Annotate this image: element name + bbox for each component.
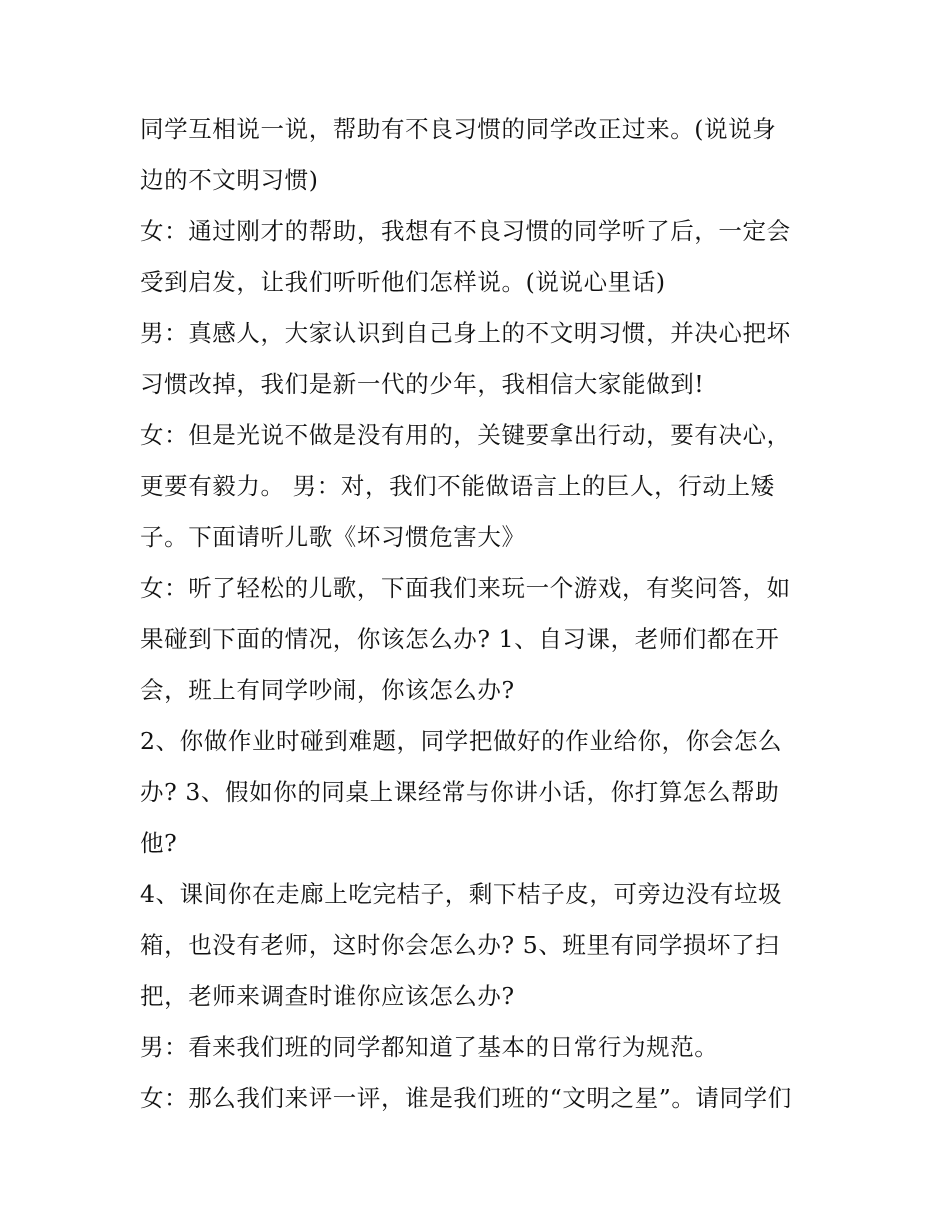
text-line: 把，老师来调查时谁你应该怎么办?: [140, 982, 515, 1010]
text-line: 他?: [140, 829, 178, 857]
text-line: 箱，也没有老师，这时你会怎么办? 5、班里有同学损坏了扫: [140, 931, 780, 959]
text-line: 女：听了轻松的儿歌，下面我们来玩一个游戏，有奖问答，如: [140, 574, 791, 602]
text-line: 习惯改掉，我们是新一代的少年，我相信大家能做到!: [140, 370, 705, 398]
text-line: 4、课间你在走廊上吃完桔子，剩下桔子皮，可旁边没有垃圾: [140, 880, 783, 908]
text-line: 女：那么我们来评一评，谁是我们班的“文明之星”。请同学们: [140, 1084, 792, 1112]
text-line: 女：但是光说不做是没有用的，关键要拿出行动，要有决心，: [140, 421, 791, 449]
text-line: 会，班上有同学吵闹，你该怎么办?: [140, 676, 515, 704]
text-line: 女：通过刚才的帮助，我想有不良习惯的同学听了后，一定会: [140, 217, 791, 245]
text-line: 边的不文明习惯): [140, 166, 319, 194]
text-line: 办? 3、假如你的同桌上课经常与你讲小话，你打算怎么帮助: [140, 778, 780, 806]
text-line: 受到启发，让我们听听他们怎样说。(说说心里话): [140, 268, 666, 296]
text-line: 2、你做作业时碰到难题，同学把做好的作业给你，你会怎么: [140, 727, 783, 755]
text-line: 男：看来我们班的同学都知道了基本的日常行为规范。: [140, 1033, 719, 1061]
text-line: 果碰到下面的情况，你该怎么办? 1、自习课，老师们都在开: [140, 625, 780, 653]
body-text: [140, 104, 820, 1124]
text-line: 同学互相说一说，帮助有不良习惯的同学改正过来。(说说身: [140, 115, 777, 143]
text-line: 更要有毅力。 男：对，我们不能做语言上的巨人，行动上矮: [140, 472, 775, 500]
text-line: 男：真感人，大家认识到自己身上的不文明习惯，并决心把坏: [140, 319, 791, 347]
text-line: 子。下面请听儿歌《坏习惯危害大》: [140, 523, 526, 551]
